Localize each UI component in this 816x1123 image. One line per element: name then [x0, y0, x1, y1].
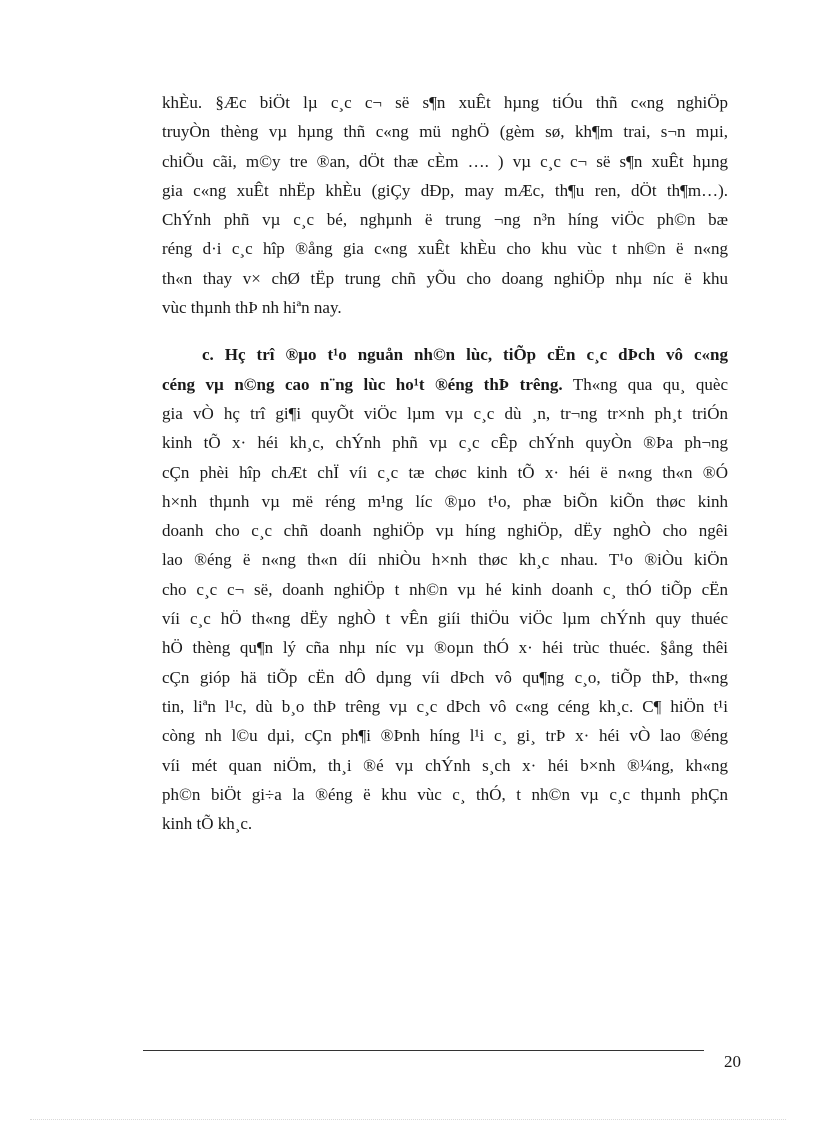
document-body: [162, 88, 728, 838]
text-line: kinh tÕ x· héi kh¸c, chÝnh phñ vµ c¸c cÊp chÝnh quyÒn ®Þa ph¬ng: [162, 433, 728, 453]
text-line: gia c«ng xuÊt nhËp khÈu (giÇy dÐp, may mÆc, th¶u ren, dÖt th¶m…).: [162, 180, 728, 200]
section-heading-continuation: Th«ng qua qu¸ quèc: [562, 374, 728, 394]
text-line: kinh tÕ kh¸c.: [162, 814, 253, 834]
text-line: víi mét quan niÖm, th¸i ®é vµ chÝnh s¸ch x· héi b×nh ®¼ng, kh«ng: [162, 755, 728, 775]
paragraph-2: [162, 340, 728, 838]
section-heading-bold: céng vµ n©ng cao n¨ng lùc ho¹t ®éng thÞ trêng.: [162, 374, 563, 394]
footer-divider: [143, 1050, 704, 1051]
text-line: hÖ thèng qu¶n lý cña nhµ níc vµ ®oµn thÓ x· héi trùc thuéc. §ång thêi: [162, 638, 728, 658]
text-line: chiÕu cãi, m©y tre ®an, dÖt thæ cÈm …. ) vµ c¸c c¬ së s¶n xuÊt hµng: [162, 151, 728, 171]
text-line: ChÝnh phñ vµ c¸c bé, nghµnh ë trung ¬ng n³n híng viÖc ph©n bæ: [162, 210, 728, 230]
text-line: cÇn phèi hîp chÆt chÏ víi c¸c tæ chøc kinh tÕ x· héi ë n«ng th«n ®Ó: [162, 462, 728, 482]
text-line: gia vÒ hç trî gi¶i quyÕt viÖc lµm vµ c¸c dù ¸n, tr¬ng tr×nh ph¸t triÓn: [162, 403, 728, 423]
text-line: cho c¸c c¬ së, doanh nghiÖp t nh©n vµ hé kinh doanh c¸ thÓ tiÕp cËn: [162, 579, 728, 599]
text-line: réng d·i c¸c hîp ®ång gia c«ng xuÊt khÈu cho khu vùc t nh©n ë n«ng: [162, 239, 728, 259]
text-line: cÇn gióp hä tiÕp cËn dÔ dµng víi dÞch vô qu¶ng c¸o, tiÕp thÞ, th«ng: [162, 667, 728, 687]
page-bottom-edge: [30, 1119, 786, 1120]
text-line: tin, liªn l¹c, dù b¸o thÞ trêng vµ c¸c dÞch vô c«ng céng kh¸c. C¶ hiÖn t¹i: [162, 696, 728, 716]
text-line: vùc thµnh thÞ nh hiªn nay.: [162, 298, 342, 318]
paragraph-gap: [162, 322, 728, 340]
section-heading-line-2: [162, 370, 728, 399]
text-line: doanh cho c¸c chñ doanh nghiÖp vµ híng nghiÖp, dËy nghÒ cho ngêi: [162, 521, 728, 541]
text-line: ph©n biÖt gi÷a la ®éng ë khu vùc c¸ thÓ, t nh©n vµ c¸c thµnh phÇn: [162, 784, 728, 804]
text-line: lao ®éng ë n«ng th«n díi nhiÒu h×nh thøc kh¸c nhau. T¹o ®iÒu kiÖn: [162, 550, 728, 570]
text-line: khÈu. §Æc biÖt lµ c¸c c¬ së s¶n xuÊt hµng tiÓu thñ c«ng nghiÖp: [162, 93, 728, 112]
text-line: còng nh l©u dµi, cÇn ph¶i ®Þnh híng l¹i c¸ gi¸ trÞ x· héi vÒ lao ®éng: [162, 726, 728, 746]
text-line: víi c¸c hÖ th«ng dËy nghÒ t vÊn giíi thiÖu viÖc lµm chÝnh quy thuéc: [162, 609, 728, 629]
section-heading-line: c. Hç trî ®µo t¹o nguån nh©n lùc, tiÕp cËn c¸c dÞch vô c«ng: [202, 345, 728, 365]
text-line: h×nh thµnh vµ më réng m¹ng líc ®µo t¹o, phæ biÕn kiÕn thøc kinh: [162, 491, 728, 511]
page-number: 20: [724, 1052, 741, 1071]
text-line: truyÒn thèng vµ hµng thñ c«ng mü nghÖ (gèm sø, kh¶m trai, s¬n mµi,: [162, 122, 728, 142]
text-line: th«n thay v× chØ tËp trung chñ yÕu cho doang nghiÖp nhµ níc ë khu: [162, 268, 728, 288]
paragraph-1: [162, 88, 728, 322]
